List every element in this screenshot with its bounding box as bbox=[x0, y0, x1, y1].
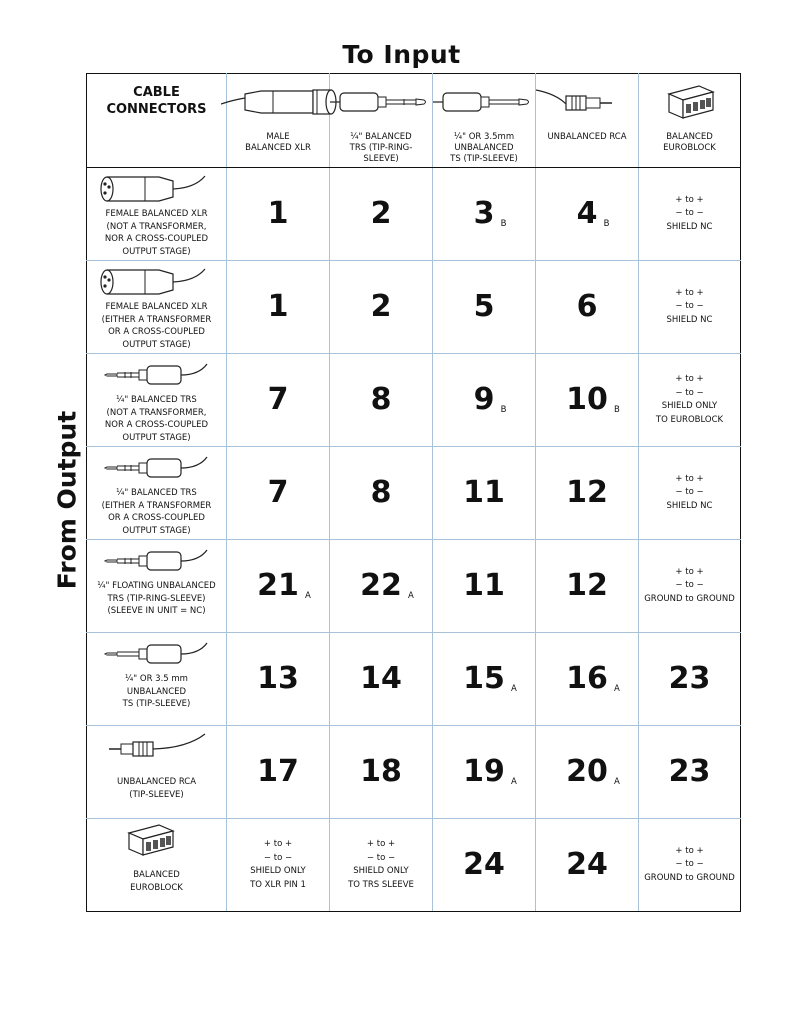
diagram-variant-letter: A bbox=[614, 777, 620, 787]
corner-line-1: CABLE bbox=[133, 85, 180, 100]
row-header-cell bbox=[87, 261, 227, 354]
note-line: + to + bbox=[263, 839, 293, 849]
connector-row bbox=[87, 168, 741, 261]
label-line: ¼" FLOATING UNBALANCED bbox=[97, 581, 216, 591]
diagram-variant-letter: A bbox=[408, 591, 414, 601]
diagram-number bbox=[566, 754, 620, 789]
diagram-number-text: 13 bbox=[257, 661, 299, 696]
diagram-number-cell bbox=[433, 354, 536, 447]
diagram-number-text: 2 bbox=[370, 196, 392, 231]
note-line: TO EUROBLOCK bbox=[655, 414, 724, 425]
diagram-number bbox=[566, 847, 608, 882]
diagram-number bbox=[463, 661, 517, 696]
diagram-number-text: 24 bbox=[463, 847, 505, 882]
label-line: UNBALANCED bbox=[126, 686, 187, 697]
diagram-number bbox=[463, 847, 505, 882]
row-header-cell bbox=[87, 633, 227, 726]
to-input-title: To Input bbox=[342, 40, 461, 69]
diagram-number-cell bbox=[536, 168, 639, 261]
note-line: GROUND to GROUND bbox=[644, 872, 735, 883]
diagram-number-text: 8 bbox=[370, 475, 392, 510]
label-line: TS (TIP-SLEEVE) bbox=[122, 699, 191, 709]
diagram-number-cell bbox=[639, 726, 741, 819]
label-line: (EITHER A TRANSFORMER bbox=[101, 500, 212, 511]
diagram-number bbox=[360, 568, 414, 603]
diagram-number-text: 14 bbox=[360, 661, 402, 696]
wiring-note bbox=[639, 566, 740, 607]
connector-row bbox=[87, 726, 741, 819]
wiring-note-cell bbox=[639, 261, 741, 354]
row-header-cell bbox=[87, 168, 227, 261]
row-header-cell bbox=[87, 447, 227, 540]
note-line: TO XLR PIN 1 bbox=[250, 879, 306, 890]
note-line: − to − bbox=[675, 859, 704, 870]
diagram-number bbox=[473, 196, 507, 231]
note-line: TO TRS SLEEVE bbox=[348, 879, 414, 890]
wiring-note-cell bbox=[639, 447, 741, 540]
row-header-label bbox=[87, 301, 226, 351]
connector-row bbox=[87, 447, 741, 540]
wiring-note bbox=[639, 373, 740, 427]
diagram-number bbox=[267, 475, 289, 510]
diagram-number bbox=[566, 475, 608, 510]
diagram-number bbox=[668, 754, 711, 789]
label-line: BALANCED XLR bbox=[245, 143, 311, 153]
label-line: OUTPUT STAGE) bbox=[122, 525, 191, 536]
diagram-number-cell bbox=[330, 354, 433, 447]
trs-plug-cable-icon bbox=[87, 358, 219, 392]
note-line: − to − bbox=[675, 387, 704, 398]
diagram-number-cell bbox=[227, 540, 330, 633]
diagram-number bbox=[463, 568, 505, 603]
diagram-number bbox=[360, 754, 402, 789]
header-row bbox=[87, 74, 741, 168]
diagram-number-cell bbox=[227, 168, 330, 261]
connector-row bbox=[87, 261, 741, 354]
row-header-label bbox=[87, 673, 226, 711]
diagram-number-text: 3 bbox=[473, 196, 495, 231]
diagram-variant-letter: B bbox=[500, 219, 507, 229]
diagram-number-cell bbox=[227, 447, 330, 540]
row-header-label bbox=[87, 394, 226, 444]
diagram-number-text: 11 bbox=[463, 568, 505, 603]
diagram-number bbox=[257, 754, 299, 789]
female-xlr-connector-icon bbox=[87, 265, 219, 299]
diagram-variant-letter: B bbox=[500, 405, 507, 415]
corner-label bbox=[87, 84, 226, 118]
diagram-number-cell bbox=[330, 726, 433, 819]
diagram-number-cell bbox=[433, 726, 536, 819]
diagram-number-cell bbox=[433, 540, 536, 633]
column-header-unbalanced-ts bbox=[433, 74, 536, 168]
note-line: − to − bbox=[366, 852, 396, 863]
euroblock-connector-icon bbox=[87, 823, 219, 857]
note-line: SHIELD NC bbox=[666, 500, 713, 511]
label-line: TRS (TIP-RING-SLEEVE) bbox=[349, 143, 413, 164]
diagram-number-cell bbox=[330, 447, 433, 540]
connector-row bbox=[87, 354, 741, 447]
label-line: BALANCED bbox=[133, 870, 180, 880]
diagram-number-cell bbox=[536, 726, 639, 819]
diagram-number-text: 16 bbox=[566, 661, 608, 696]
connector-row bbox=[87, 540, 741, 633]
wiring-note bbox=[639, 473, 740, 514]
from-output-title: From Output bbox=[52, 410, 82, 590]
diagram-number-cell bbox=[536, 354, 639, 447]
diagram-variant-letter: A bbox=[511, 684, 517, 694]
cable-connector-matrix bbox=[86, 73, 741, 912]
label-line: (SLEEVE IN UNIT = NC) bbox=[107, 606, 206, 616]
diagram-number-cell bbox=[433, 633, 536, 726]
corner-line-2: CONNECTORS bbox=[106, 102, 207, 117]
note-line: + to + bbox=[675, 194, 704, 205]
diagram-number bbox=[566, 382, 620, 417]
row-header-cell bbox=[87, 726, 227, 819]
row-header-label bbox=[87, 869, 226, 894]
diagram-number-cell bbox=[330, 633, 433, 726]
diagram-number-cell bbox=[536, 447, 639, 540]
diagram-number-cell bbox=[433, 168, 536, 261]
diagram-number-text: 9 bbox=[473, 382, 495, 417]
diagram-variant-letter: A bbox=[511, 777, 517, 787]
diagram-number-text: 11 bbox=[463, 475, 505, 510]
column-header-label bbox=[227, 132, 329, 154]
female-xlr-connector-icon bbox=[87, 172, 219, 206]
diagram-number-cell bbox=[227, 354, 330, 447]
column-header-balanced-trs bbox=[330, 74, 433, 168]
diagram-number-text: 10 bbox=[566, 382, 608, 417]
diagram-number bbox=[267, 382, 289, 417]
label-line: OR A CROSS-COUPLED bbox=[108, 327, 205, 337]
column-header-label bbox=[639, 132, 740, 154]
row-header-cell bbox=[87, 819, 227, 912]
label-line: NOR A CROSS-COUPLED bbox=[104, 420, 209, 430]
diagram-number-cell bbox=[330, 168, 433, 261]
label-line: (TIP-SLEEVE) bbox=[129, 789, 184, 800]
note-line: SHIELD ONLY bbox=[250, 866, 306, 876]
diagram-number-cell bbox=[227, 726, 330, 819]
diagram-number-text: 5 bbox=[473, 289, 495, 324]
diagram-variant-letter: A bbox=[614, 684, 620, 694]
label-line: ¼" BALANCED TRS bbox=[116, 488, 197, 498]
note-line: SHIELD NC bbox=[666, 314, 713, 325]
diagram-number-text: 1 bbox=[267, 196, 289, 231]
row-header-cell bbox=[87, 354, 227, 447]
diagram-number bbox=[576, 196, 610, 231]
diagram-number bbox=[566, 568, 608, 603]
connector-row bbox=[87, 819, 741, 912]
diagram-number-cell bbox=[536, 633, 639, 726]
label-line: OUTPUT STAGE) bbox=[122, 432, 191, 443]
label-line: BALANCED bbox=[666, 132, 713, 142]
wiring-note-cell bbox=[227, 819, 330, 912]
row-header-label bbox=[87, 487, 226, 537]
wiring-note bbox=[639, 287, 740, 328]
column-header-male-xlr bbox=[227, 74, 330, 168]
connector-row bbox=[87, 633, 741, 726]
label-line: ¼" BALANCED TRS bbox=[116, 395, 197, 405]
row-header-label bbox=[87, 776, 226, 801]
wiring-note bbox=[227, 838, 329, 892]
note-line: − to − bbox=[675, 487, 704, 498]
note-line: − to − bbox=[675, 208, 704, 219]
wiring-note bbox=[639, 194, 740, 235]
label-line: (NOT A TRANSFORMER, bbox=[106, 221, 207, 232]
label-line: TS (TIP-SLEEVE) bbox=[450, 154, 518, 164]
trs-plug-cable-icon bbox=[87, 544, 219, 578]
diagram-number-text: 20 bbox=[566, 754, 608, 789]
label-line: (NOT A TRANSFORMER, bbox=[106, 407, 207, 418]
diagram-number bbox=[473, 382, 507, 417]
diagram-number bbox=[370, 382, 392, 417]
label-line: OR A CROSS-COUPLED bbox=[108, 513, 205, 523]
diagram-variant-letter: B bbox=[614, 405, 620, 415]
label-line: ¼" BALANCED bbox=[350, 132, 412, 142]
wiring-note-cell bbox=[639, 540, 741, 633]
note-line: SHIELD NC bbox=[666, 221, 713, 232]
note-line: − to − bbox=[675, 301, 704, 312]
label-line: (EITHER A TRANSFORMER bbox=[101, 314, 212, 325]
trs-quarter-inch-plug-icon bbox=[330, 82, 433, 122]
label-line: EUROBLOCK bbox=[663, 143, 716, 153]
diagram-number bbox=[267, 289, 289, 324]
note-line: + to + bbox=[675, 845, 704, 856]
diagram-number bbox=[473, 289, 495, 324]
diagram-number-text: 1 bbox=[267, 289, 289, 324]
diagram-number-text: 23 bbox=[668, 661, 711, 696]
diagram-number bbox=[370, 475, 392, 510]
note-line: + to + bbox=[366, 839, 396, 849]
column-header-label bbox=[433, 132, 535, 165]
label-line: FEMALE BALANCED XLR bbox=[105, 302, 208, 312]
diagram-number bbox=[257, 661, 299, 696]
diagram-number-text: 12 bbox=[566, 568, 608, 603]
column-header-label bbox=[330, 132, 432, 165]
row-header-cell bbox=[87, 540, 227, 633]
note-line: SHIELD ONLY bbox=[353, 866, 409, 876]
diagram-number-text: 19 bbox=[463, 754, 505, 789]
diagram-number bbox=[370, 196, 392, 231]
diagram-number bbox=[668, 661, 711, 696]
label-line: OUTPUT STAGE) bbox=[122, 339, 191, 350]
diagram-number bbox=[360, 661, 402, 696]
wiring-note-cell bbox=[639, 819, 741, 912]
diagram-number-cell bbox=[639, 633, 741, 726]
diagram-variant-letter: A bbox=[305, 591, 311, 601]
diagram-number-cell bbox=[330, 540, 433, 633]
note-line: SHIELD ONLY bbox=[661, 401, 718, 411]
label-line: OUTPUT STAGE) bbox=[122, 246, 191, 257]
label-line: ¼" OR 3.5mm bbox=[453, 132, 515, 142]
diagram-number-cell bbox=[433, 819, 536, 912]
wiring-note bbox=[639, 845, 740, 886]
diagram-number-cell bbox=[536, 540, 639, 633]
diagram-number-text: 15 bbox=[463, 661, 505, 696]
column-header-unbalanced-rca bbox=[536, 74, 639, 168]
label-line: UNBALANCED bbox=[454, 143, 514, 153]
diagram-number-text: 7 bbox=[267, 475, 289, 510]
note-line: + to + bbox=[675, 566, 704, 577]
diagram-number-cell bbox=[227, 633, 330, 726]
ts-plug-icon bbox=[433, 82, 536, 122]
label-line: ¼" OR 3.5 mm bbox=[125, 674, 188, 684]
label-line: MALE bbox=[266, 132, 290, 142]
diagram-number-text: 22 bbox=[360, 568, 402, 603]
label-line: FEMALE BALANCED XLR bbox=[105, 209, 208, 219]
wiring-note-cell bbox=[639, 354, 741, 447]
diagram-number-text: 4 bbox=[576, 196, 598, 231]
diagram-number-text: 24 bbox=[566, 847, 608, 882]
trs-plug-cable-icon bbox=[87, 451, 219, 485]
diagram-number bbox=[566, 661, 620, 696]
diagram-number-text: 21 bbox=[257, 568, 299, 603]
row-header-label bbox=[87, 580, 226, 618]
label-line: TRS (TIP-RING-SLEEVE) bbox=[107, 593, 206, 604]
wiring-note-cell bbox=[639, 168, 741, 261]
note-line: − to − bbox=[675, 580, 704, 591]
diagram-number-text: 2 bbox=[370, 289, 392, 324]
rca-plug-cable-icon bbox=[87, 730, 219, 764]
column-header-label bbox=[536, 132, 638, 143]
diagram-number-text: 12 bbox=[566, 475, 608, 510]
label-line: NOR A CROSS-COUPLED bbox=[104, 234, 209, 244]
corner-cell bbox=[87, 74, 227, 168]
diagram-number-text: 6 bbox=[576, 289, 598, 324]
note-line: + to + bbox=[675, 473, 704, 484]
diagram-number bbox=[267, 196, 289, 231]
rca-plug-icon bbox=[536, 82, 639, 122]
diagram-number bbox=[463, 754, 517, 789]
euroblock-connector-icon bbox=[639, 82, 742, 122]
label-line: EUROBLOCK bbox=[130, 882, 183, 893]
note-line: − to − bbox=[263, 852, 293, 863]
diagram-number bbox=[370, 289, 392, 324]
diagram-number-text: 23 bbox=[668, 754, 711, 789]
label-line: UNBALANCED RCA bbox=[547, 132, 627, 142]
diagram-number-text: 7 bbox=[267, 382, 289, 417]
diagram-number bbox=[257, 568, 311, 603]
diagram-variant-letter: B bbox=[603, 219, 610, 229]
diagram-number bbox=[463, 475, 505, 510]
row-header-label bbox=[87, 208, 226, 258]
note-line: + to + bbox=[675, 374, 704, 384]
diagram-number-text: 17 bbox=[257, 754, 299, 789]
diagram-number-cell bbox=[330, 261, 433, 354]
diagram-number-cell bbox=[433, 447, 536, 540]
note-line: GROUND to GROUND bbox=[644, 593, 735, 604]
diagram-number-cell bbox=[536, 819, 639, 912]
note-line: + to + bbox=[675, 287, 704, 298]
wiring-note-cell bbox=[330, 819, 433, 912]
diagram-number-cell bbox=[227, 261, 330, 354]
diagram-number-cell bbox=[433, 261, 536, 354]
label-line: UNBALANCED RCA bbox=[116, 777, 197, 787]
diagram-number-text: 8 bbox=[370, 382, 392, 417]
diagram-number-cell bbox=[536, 261, 639, 354]
ts-plug-cable-icon bbox=[87, 637, 219, 671]
diagram-number-text: 18 bbox=[360, 754, 402, 789]
column-header-euroblock bbox=[639, 74, 741, 168]
diagram-number bbox=[576, 289, 598, 324]
wiring-note bbox=[330, 838, 432, 892]
